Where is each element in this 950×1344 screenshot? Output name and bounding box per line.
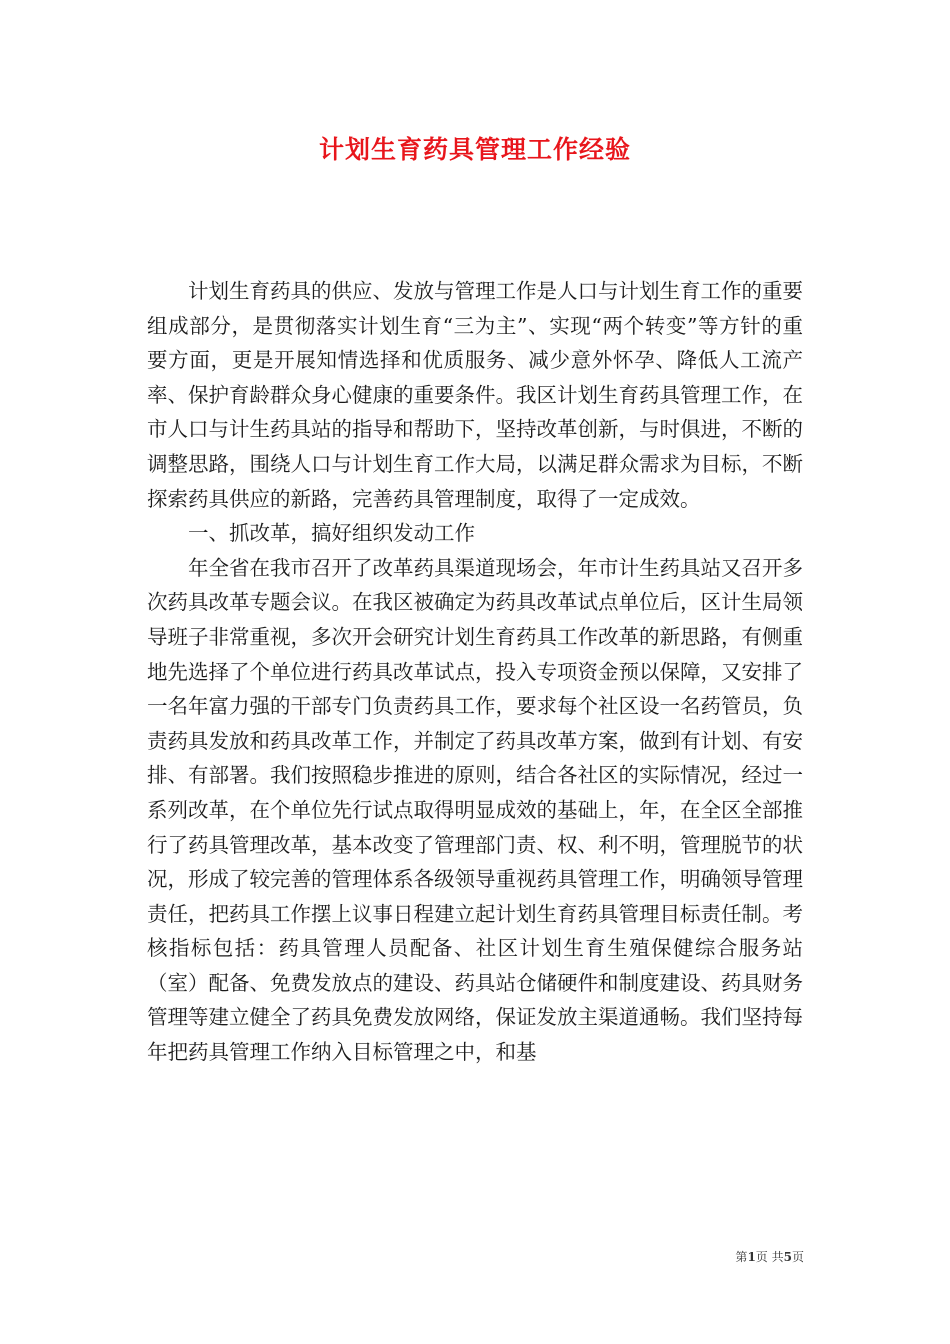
page-footer (735, 1249, 804, 1265)
footer-prefix: 第 (735, 1250, 748, 1264)
paragraph-intro: 计划生育药具的供应、发放与管理工作是人口与计划生育工作的重要组成部分，是贯彻落实计划生育“三为主”、实现“两个转变”等方针的重要方面，更是开展知情选择和优质服务、减少意外怀孕、降低人工流产率、保护育龄群众身心健康的重要条件。我区计划生育药具管理工作，在市人口与计生药具站的指导和帮助下，坚持改革创新，与时俱进，不断的调整思路，围绕人口与计划生育工作大局，以满足群众需求为目标，不断探索药具供应的新路，完善药具管理制度，取得了一定成效。 (147, 279, 803, 511)
section-heading-1: 一、抓改革，搞好组织发动工作 (188, 521, 475, 546)
footer-suffix: 页 (791, 1250, 804, 1264)
footer-middle: 页 共 (755, 1250, 784, 1264)
paragraph-section-1: 年全省在我市召开了改革药具渠道现场会，年市计生药具站又召开多次药具改革专题会议。在我区被确定为药具改革试点单位后，区计生局领导班子非常重视，多次开会研究计划生育药具工作改革的新思路，有侧重地先选择了个单位进行药具改革试点，投入专项资金预以保障，又安排了一名年富力强的干部专门负责药具工作，要求每个社区设一名药管员，负责药具发放和药具改革工作，并制定了药具改革方案，做到有计划、有安排、有部署。我们按照稳步推进的原则，结合各社区的实际情况，经过一系列改革，在个单位先行试点取得明显成效的基础上，年，在全区全部推行了药具管理改革，基本改变了管理部门责、权、利不明，管理脱节的状况，形成了较完善的管理体系各级领导重视药具管理工作，明确领导管理责任，把药具工作摆上议事日程建立起计划生育药具管理目标责任制。考核指标包括：药具管理人员配备、社区计划生育生殖保健综合服务站（室）配备、免费发放点的建设、药具站仓储硬件和制度建设、药具财务管理等建立健全了药具免费发放网络，保证发放主渠道通畅。我们坚持每年把药具管理工作纳入目标管理之中，和基 (147, 555, 803, 1065)
footer-current-page: 1 (747, 1250, 756, 1264)
document-body (147, 274, 803, 1070)
footer-total-pages: 5 (783, 1250, 792, 1264)
document-title: 计划生育药具管理工作经验 (318, 135, 631, 164)
